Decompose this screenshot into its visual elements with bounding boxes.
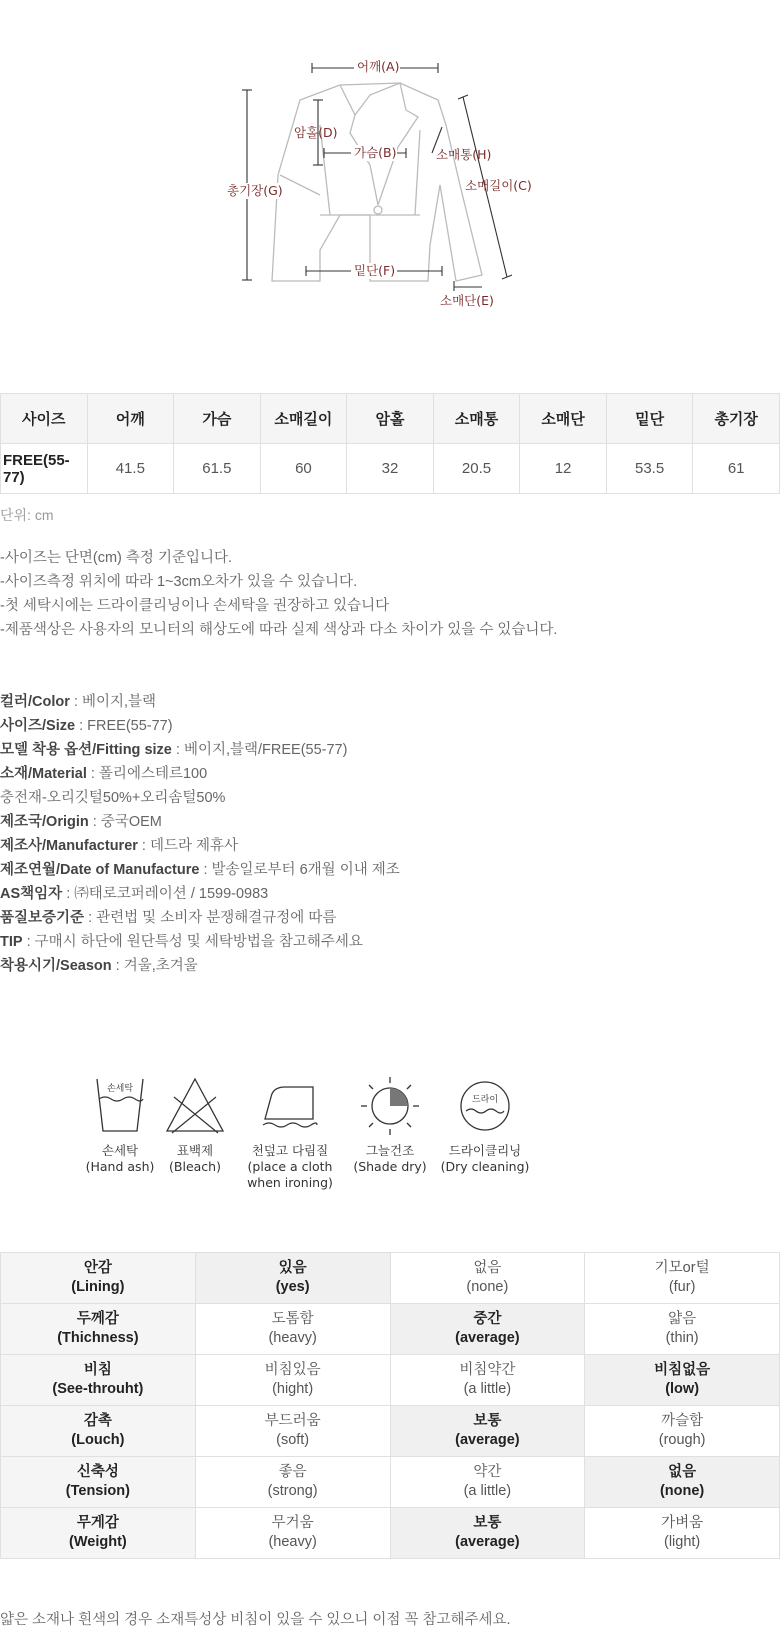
table-row	[1, 1457, 780, 1508]
table-row	[1, 1304, 780, 1355]
table-row	[1, 444, 780, 494]
fabric-table	[0, 1252, 780, 1559]
info-material: 소재/Material : 폴리에스테르100	[0, 766, 208, 782]
cuff-label: 소매단(E)	[440, 293, 494, 308]
fabric-option: 가벼움 (light)	[585, 1508, 780, 1559]
fabric-option-selected: 중간 (average)	[390, 1304, 585, 1355]
cuff-value: 12	[520, 444, 607, 494]
fabric-option: 기모or털 (fur)	[585, 1253, 780, 1304]
fabric-option-selected: 있음 (yes)	[195, 1253, 390, 1304]
care-hand-wash: 손세탁 손세탁 (Hand ash)	[70, 1075, 170, 1175]
sleeve-width-value: 20.5	[433, 444, 520, 494]
hem-value: 53.5	[606, 444, 693, 494]
fabric-option: 무거움 (heavy)	[195, 1508, 390, 1559]
table-row	[1, 1508, 780, 1559]
sleeve-length-label: 소매길이(C)	[465, 178, 532, 193]
list-item: -사이즈는 단면(cm) 측정 기준입니다.	[0, 550, 233, 566]
fabric-attribute: 무게감 (Weight)	[1, 1508, 196, 1559]
sleeve-length-value: 60	[260, 444, 347, 494]
fabric-option-selected: 비침없음 (low)	[585, 1355, 780, 1406]
info-filling: 충전재-오리깃털50%+오리솜털50%	[0, 790, 226, 806]
sleeve-length-header: 소매길이	[260, 394, 347, 444]
info-color: 컬러/Color : 베이지,블랙	[0, 694, 157, 710]
care-iron: 천덮고 다림질 (place a cloth when ironing)	[240, 1075, 340, 1191]
armhole-label: 암홀(D)	[294, 125, 338, 140]
info-manufacture-date: 제조연월/Date of Manufacture : 발송일로부터 6개월 이내 제조	[0, 862, 400, 878]
care-bleach: 표백제 (Bleach)	[145, 1075, 245, 1175]
measure-lines	[242, 63, 512, 291]
shade-dry-icon	[359, 1075, 421, 1137]
fabric-option: 도톰함 (heavy)	[195, 1304, 390, 1355]
fabric-attribute: 신축성 (Tension)	[1, 1457, 196, 1508]
fabric-attribute: 두께감 (Thichness)	[1, 1304, 196, 1355]
info-fitting-size: 모델 착용 옵션/Fitting size : 베이지,블랙/FREE(55-77)	[0, 742, 348, 758]
hem-header: 밑단	[606, 394, 693, 444]
chest-label: 가슴(B)	[354, 145, 397, 160]
fabric-option: 부드러움 (soft)	[195, 1406, 390, 1457]
fabric-attribute: 안감 (Lining)	[1, 1253, 196, 1304]
svg-text:손세탁: 손세탁	[106, 1084, 134, 1094]
info-quality-standard: 품질보증기준 : 관련법 및 소비자 분쟁해결규정에 따름	[0, 910, 337, 926]
total-length-value: 61	[693, 444, 780, 494]
fabric-option: 없음 (none)	[390, 1253, 585, 1304]
table-row	[1, 1355, 780, 1406]
hand-wash-icon	[89, 1075, 151, 1137]
armhole-header: 암홀	[347, 394, 434, 444]
dry-clean-icon	[454, 1075, 516, 1137]
shoulder-value: 41.5	[87, 444, 174, 494]
size-table-header-row	[1, 394, 780, 444]
fabric-attribute: 감촉 (Louch)	[1, 1406, 196, 1457]
care-instructions	[70, 1075, 540, 1205]
unit-label: 단위: cm	[0, 507, 54, 523]
care-shade-dry: 그늘건조 (Shade dry)	[340, 1075, 440, 1175]
fabric-option: 좋음 (strong)	[195, 1457, 390, 1508]
size-table	[0, 393, 780, 494]
table-row	[1, 1253, 780, 1304]
iron-with-cloth-icon	[259, 1075, 321, 1137]
info-as-contact: AS책임자 : ㈜태로코퍼레이션 / 1599-0983	[0, 886, 269, 902]
care-dry-clean: 드라이 드라이클리닝 (Dry cleaning)	[435, 1075, 535, 1175]
fabric-option-selected: 보통 (average)	[390, 1406, 585, 1457]
chest-value: 61.5	[174, 444, 261, 494]
sleeve-width-label: 소매통(H)	[436, 147, 492, 162]
fabric-option: 약간 (a little)	[390, 1457, 585, 1508]
footer-note: 얇은 소재나 흰색의 경우 소재특성상 비침이 있을 수 있으니 이점 꼭 참고해주세요.	[0, 1612, 511, 1628]
shoulder-header: 어깨	[87, 394, 174, 444]
list-item: -첫 세탁시에는 드라이클리닝이나 손세탁을 권장하고 있습니다	[0, 598, 390, 614]
size-header: 사이즈	[1, 394, 88, 444]
fabric-option-selected: 보통 (average)	[390, 1508, 585, 1559]
size-diagram	[220, 55, 560, 325]
info-tip: TIP : 구매시 하단에 원단특성 및 세탁방법을 참고해주세요	[0, 934, 363, 950]
fabric-attribute: 비침 (See-throuht)	[1, 1355, 196, 1406]
armhole-value: 32	[347, 444, 434, 494]
info-size: 사이즈/Size : FREE(55-77)	[0, 718, 173, 734]
info-origin: 제조국/Origin : 중국OEM	[0, 814, 162, 830]
size-value: FREE(55-77)	[1, 444, 88, 494]
cuff-header: 소매단	[520, 394, 607, 444]
total-length-label: 총기장(G)	[227, 183, 283, 198]
chest-header: 가슴	[174, 394, 261, 444]
total-length-header: 총기장	[693, 394, 780, 444]
list-item: -사이즈측정 위치에 따라 1~3cm오차가 있을 수 있습니다.	[0, 574, 358, 590]
list-item: -제품색상은 사용자의 모니터의 해상도에 따라 실제 색상과 다소 차이가 있을 수 있습니다.	[0, 622, 558, 638]
fabric-option-selected: 없음 (none)	[585, 1457, 780, 1508]
fabric-option: 비침약간 (a little)	[390, 1355, 585, 1406]
no-bleach-icon	[164, 1075, 226, 1137]
info-season: 착용시기/Season : 겨울,초겨울	[0, 958, 198, 974]
jacket-diagram	[220, 55, 560, 325]
svg-text:드라이: 드라이	[471, 1095, 499, 1105]
hem-label: 밑단(F)	[354, 263, 396, 278]
fabric-option: 까슬함 (rough)	[585, 1406, 780, 1457]
table-row	[1, 1406, 780, 1457]
sleeve-width-header: 소매통	[433, 394, 520, 444]
fabric-option: 얇음 (thin)	[585, 1304, 780, 1355]
info-manufacturer: 제조사/Manufacturer : 데드라 제휴사	[0, 838, 239, 854]
size-notes	[0, 546, 557, 642]
jacket-outline-icon	[272, 83, 482, 281]
shoulder-label: 어깨(A)	[357, 59, 400, 74]
product-info	[0, 690, 400, 978]
fabric-option: 비침있음 (hight)	[195, 1355, 390, 1406]
